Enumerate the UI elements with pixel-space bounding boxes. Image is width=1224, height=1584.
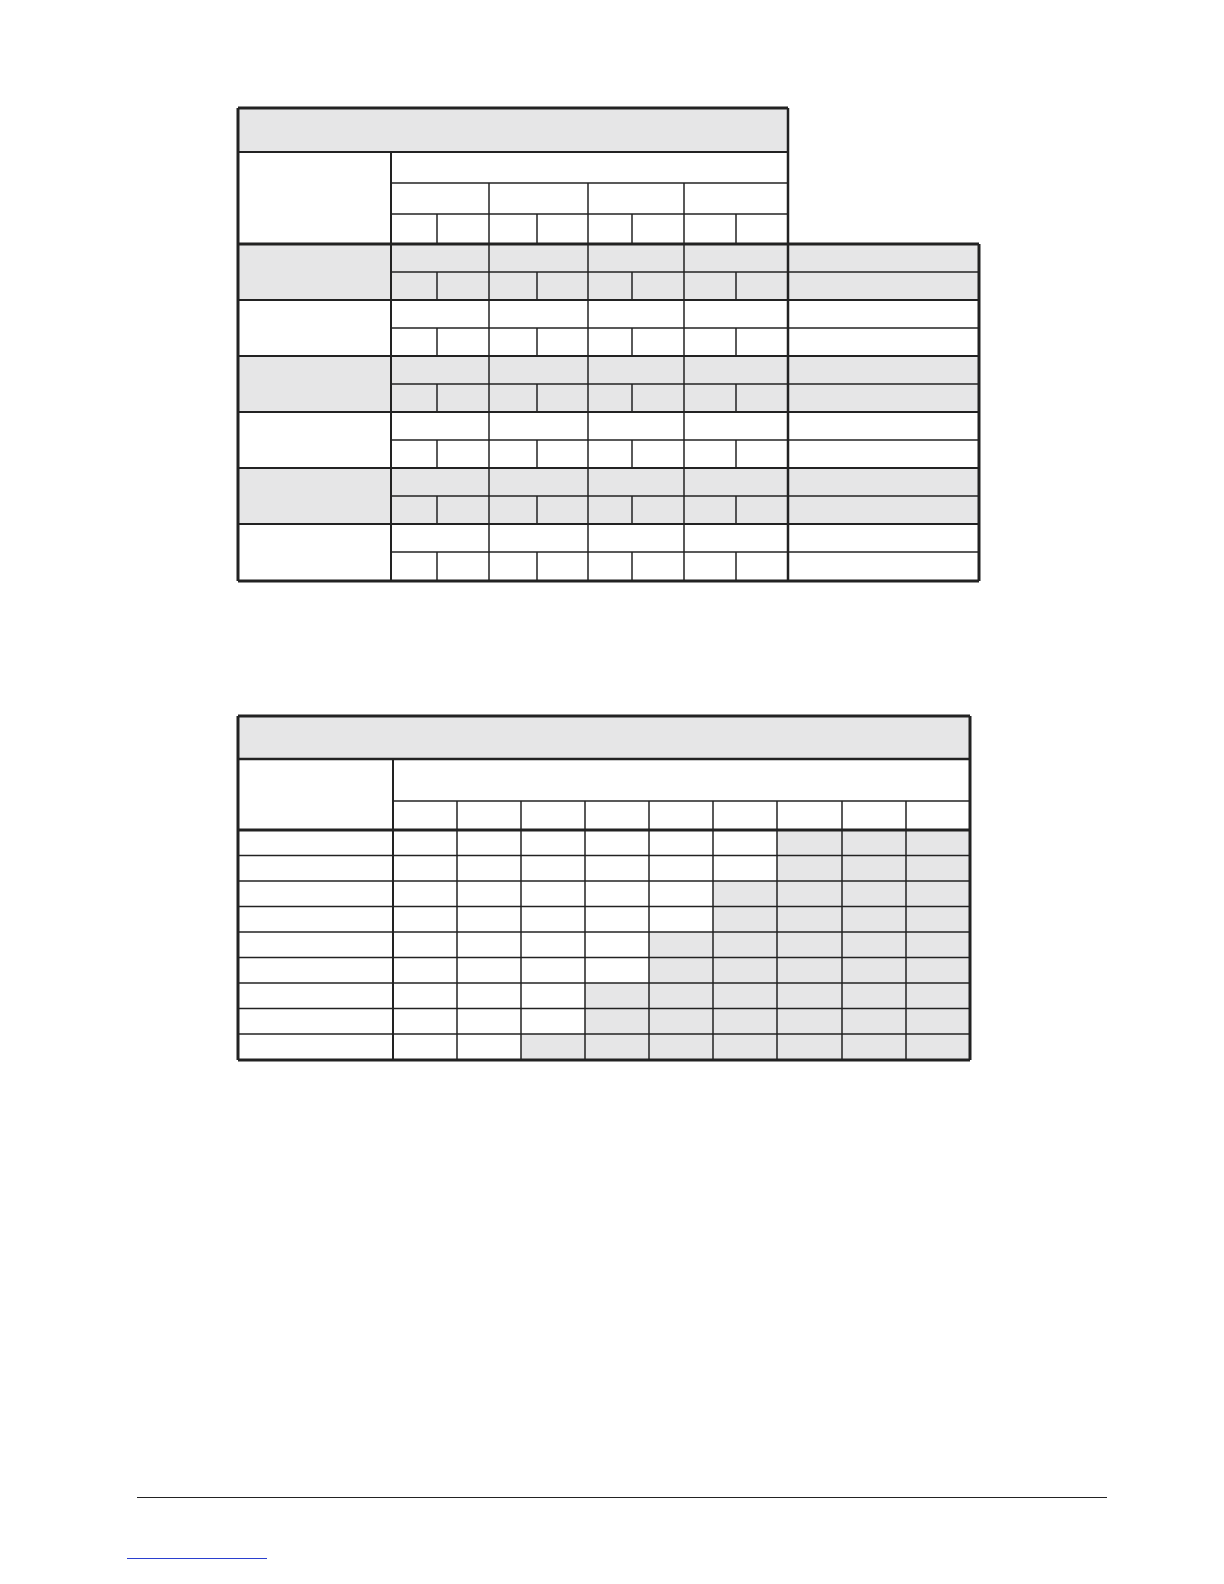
table2-cell-shade bbox=[777, 932, 842, 958]
table2-cell-shade bbox=[842, 856, 906, 882]
table2-cell-shade bbox=[777, 1009, 842, 1035]
footer-link[interactable] bbox=[127, 1558, 267, 1559]
footer-rule bbox=[137, 1497, 1107, 1498]
table2-cell-shade bbox=[906, 907, 970, 933]
table2-cell-shade bbox=[842, 881, 906, 907]
table2-cell-shade bbox=[649, 958, 713, 984]
table2-cell-shade bbox=[906, 1034, 970, 1060]
table2-cell-shade bbox=[777, 856, 842, 882]
table2-cell-shade bbox=[906, 856, 970, 882]
table2-cell-shade bbox=[906, 1009, 970, 1035]
table2-cell-shade bbox=[649, 932, 713, 958]
table2-cell-shade bbox=[777, 881, 842, 907]
table2-title-band bbox=[238, 716, 970, 759]
table2-cell-shade bbox=[777, 1034, 842, 1060]
table2-cell-shade bbox=[842, 830, 906, 856]
table2-cell-shade bbox=[713, 907, 777, 933]
table2-cell-shade bbox=[649, 983, 713, 1009]
table2-cell-shade bbox=[713, 932, 777, 958]
table2-cell-shade bbox=[777, 830, 842, 856]
table2-cell-shade bbox=[842, 1034, 906, 1060]
table2-cell-shade bbox=[777, 958, 842, 984]
table2-cell-shade bbox=[713, 881, 777, 907]
table2-cell-shade bbox=[585, 1034, 649, 1060]
table2-cell-shade bbox=[842, 932, 906, 958]
table2-cell-shade bbox=[906, 881, 970, 907]
table2-cell-shade bbox=[906, 958, 970, 984]
table2-cell-shade bbox=[777, 983, 842, 1009]
table2-cell-shade bbox=[713, 1034, 777, 1060]
table2-cell-shade bbox=[585, 983, 649, 1009]
table2-cell-shade bbox=[649, 1034, 713, 1060]
table2-cell-shade bbox=[713, 958, 777, 984]
table2-cell-shade bbox=[842, 983, 906, 1009]
table2-cell-shade bbox=[585, 1009, 649, 1035]
table2-cell-shade bbox=[713, 983, 777, 1009]
table2-cell-shade bbox=[906, 932, 970, 958]
table2-cell-shade bbox=[842, 907, 906, 933]
table2-cell-shade bbox=[906, 983, 970, 1009]
table2-cell-shade bbox=[842, 1009, 906, 1035]
table2-cell-shade bbox=[521, 1034, 585, 1060]
table2-cell-shade bbox=[649, 1009, 713, 1035]
table2-cell-shade bbox=[777, 907, 842, 933]
table2-cell-shade bbox=[842, 958, 906, 984]
table2-cell-shade bbox=[906, 830, 970, 856]
table2-cell-shade bbox=[713, 1009, 777, 1035]
